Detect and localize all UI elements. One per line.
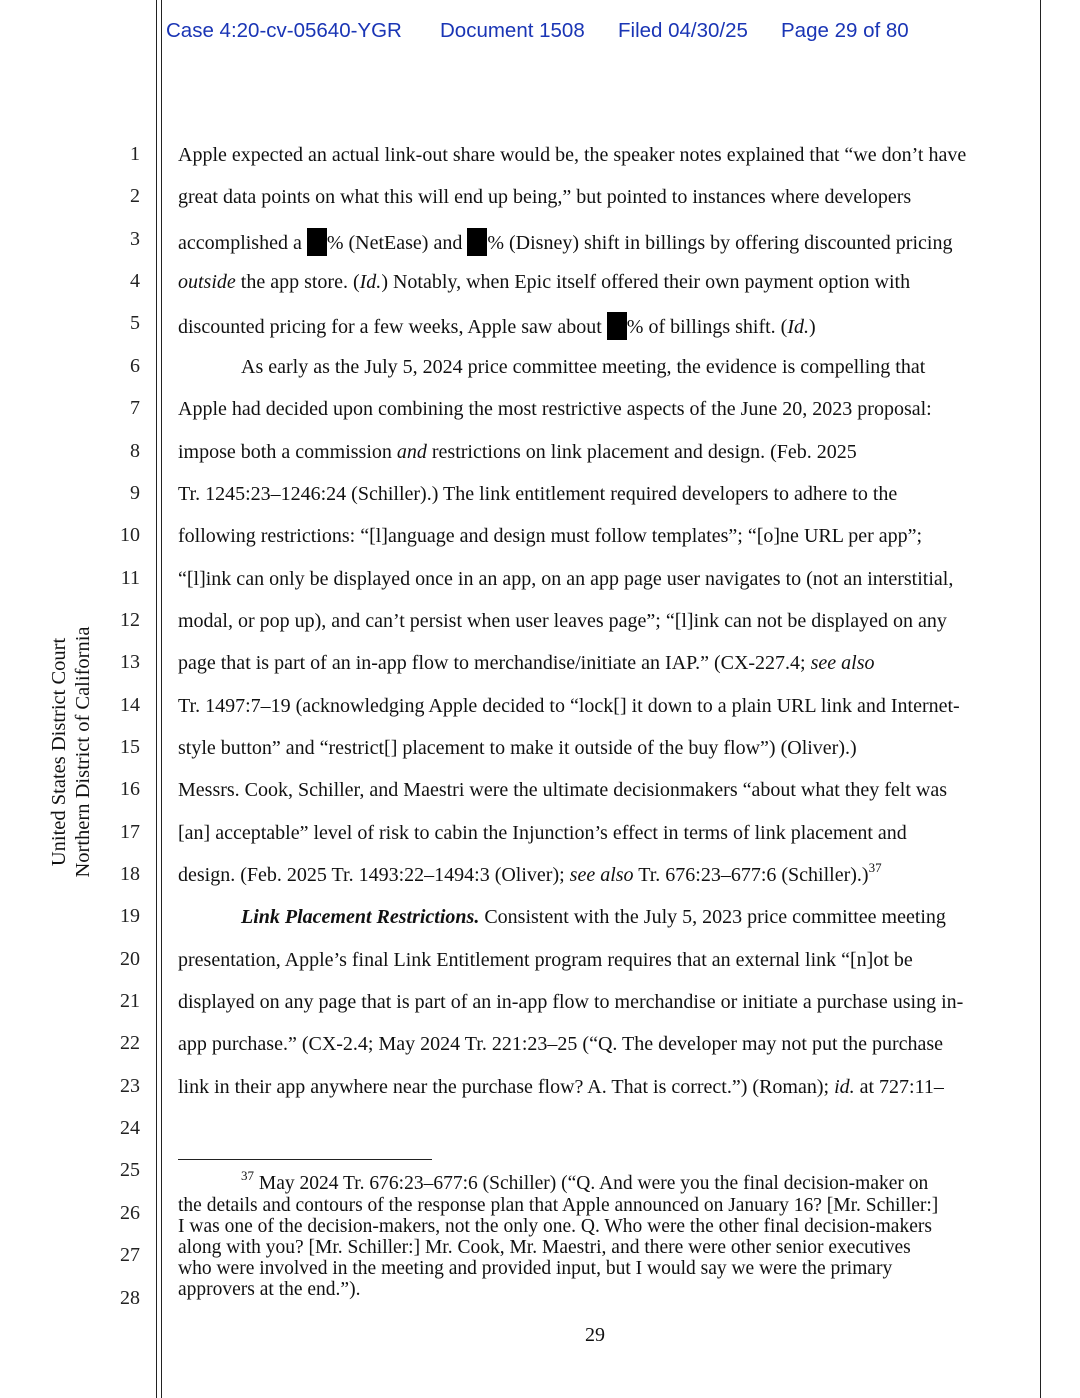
italic-text: outside bbox=[178, 271, 236, 293]
text-line bbox=[178, 860, 882, 887]
italic-text: Id. bbox=[787, 316, 809, 338]
page-indicator: Page 29 of 80 bbox=[781, 19, 909, 42]
text-segment: page that is part of an in-app flow to merchandise/initiate an IAP.” (CX-227.4; bbox=[178, 652, 811, 674]
footnote-reference: 37 bbox=[868, 860, 882, 875]
text-line: displayed on any page that is part of an in-app flow to merchandise or initiate a purchase using in- bbox=[178, 991, 964, 1013]
line-number: 27 bbox=[120, 1244, 140, 1266]
text-segment: discounted pricing for a few weeks, Apple saw about bbox=[178, 316, 607, 338]
text-line: Apple had decided upon combining the most restrictive aspects of the June 20, 2023 proposal: bbox=[178, 398, 932, 420]
line-number: 2 bbox=[130, 185, 140, 207]
footnote-separator bbox=[178, 1159, 432, 1160]
district-name: Northern District of California bbox=[72, 626, 94, 878]
text-line bbox=[178, 1075, 944, 1099]
footnote-line: the details and contours of the response plan that Apple announced on January 16? [Mr. Schiller:] bbox=[178, 1195, 939, 1216]
text-line: [an] acceptable” level of risk to cabin the Injunction’s effect in terms of link placement and bbox=[178, 822, 907, 844]
line-number: 22 bbox=[120, 1032, 140, 1054]
text-line: modal, or pop up), and can’t persist when user leaves page”; “[l]ink can not be displayed on any bbox=[178, 610, 947, 632]
line-number: 13 bbox=[120, 651, 140, 673]
text-line bbox=[178, 228, 952, 256]
case-number: Case 4:20-cv-05640-YGR bbox=[166, 19, 402, 42]
line-number: 7 bbox=[130, 397, 140, 419]
right-margin-rule bbox=[1040, 0, 1041, 1398]
text-line: app purchase.” (CX-2.4; May 2024 Tr. 221:23–25 (“Q. The developer may not put the purchase bbox=[178, 1033, 944, 1055]
text-segment: % of billings shift. ( bbox=[626, 316, 788, 338]
italic-text: Id. bbox=[359, 271, 382, 293]
text-line: style button” and “restrict[] placement to make it outside of the buy flow”) (Oliver).) bbox=[178, 737, 857, 759]
text-line: “[l]ink can only be displayed once in an app, on an app page user navigates to (not an interstitial, bbox=[178, 568, 954, 590]
section-heading: Link Placement Restrictions. bbox=[241, 906, 480, 928]
line-number: 15 bbox=[120, 736, 140, 758]
text-segment: ) Notably, when Epic itself offered their own payment option with bbox=[381, 271, 911, 293]
italic-text: see also bbox=[810, 652, 875, 674]
text-line: great data points on what this will end up being,” but pointed to instances where developers bbox=[178, 186, 912, 208]
text-line bbox=[178, 270, 910, 294]
footnote-line: who were involved in the meeting and provided input, but I would say we were the primary bbox=[178, 1258, 893, 1279]
line-number: 21 bbox=[120, 990, 140, 1012]
line-number: 20 bbox=[120, 948, 140, 970]
italic-text: see also bbox=[569, 864, 634, 886]
text-line bbox=[178, 312, 816, 340]
line-number: 18 bbox=[120, 863, 140, 885]
line-number: 1 bbox=[130, 143, 140, 165]
text-segment: Tr. 676:23–677:6 (Schiller).) bbox=[633, 864, 869, 886]
text-line: As early as the July 5, 2024 price committee meeting, the evidence is compelling that bbox=[241, 356, 926, 378]
text-segment: % (Disney) shift in billings by offering discounted pricing bbox=[487, 232, 953, 254]
text-segment: link in their app anywhere near the purchase flow? A. That is correct.”) (Roman); bbox=[178, 1076, 835, 1098]
line-number: 16 bbox=[120, 778, 140, 800]
text-segment: Consistent with the July 5, 2023 price committee meeting bbox=[479, 906, 946, 928]
text-segment: accomplished a bbox=[178, 232, 307, 254]
left-margin-rule bbox=[161, 0, 162, 1398]
line-number: 10 bbox=[120, 524, 140, 546]
footnote-marker: 37 bbox=[241, 1168, 254, 1183]
text-segment: at 727:11– bbox=[854, 1076, 944, 1098]
redaction-box bbox=[607, 312, 627, 340]
line-number: 6 bbox=[130, 355, 140, 377]
line-number: 17 bbox=[120, 821, 140, 843]
text-segment: restrictions on link placement and design. (Feb. 2025 bbox=[426, 441, 857, 463]
left-margin-rule bbox=[156, 0, 157, 1398]
line-number: 3 bbox=[130, 228, 140, 250]
text-line bbox=[178, 440, 857, 464]
line-number: 23 bbox=[120, 1075, 140, 1097]
footnote-line: along with you? [Mr. Schiller:] Mr. Cook, Mr. Maestri, and there were other senior executives bbox=[178, 1237, 911, 1258]
text-segment: % (NetEase) and bbox=[326, 232, 468, 254]
text-line bbox=[241, 905, 946, 929]
footnote-line bbox=[241, 1168, 929, 1194]
line-number: 9 bbox=[130, 482, 140, 504]
page-number: 29 bbox=[585, 1324, 605, 1346]
text-line: Tr. 1497:7–19 (acknowledging Apple decided to “lock[] it down to a plain URL link and Internet- bbox=[178, 695, 960, 717]
text-line: Apple expected an actual link-out share would be, the speaker notes explained that “we don’t have bbox=[178, 144, 967, 166]
line-number: 25 bbox=[120, 1159, 140, 1181]
footnote-line: approvers at the end.”). bbox=[178, 1279, 361, 1300]
text-segment: impose both a commission bbox=[178, 441, 397, 463]
line-number: 11 bbox=[120, 567, 140, 589]
text-line bbox=[178, 651, 875, 675]
redaction-box bbox=[307, 228, 327, 256]
line-number: 28 bbox=[120, 1287, 140, 1309]
text-line: Tr. 1245:23–1246:24 (Schiller).) The link entitlement required developers to adhere to the bbox=[178, 483, 898, 505]
line-number: 12 bbox=[120, 609, 140, 631]
text-segment: ) bbox=[809, 316, 816, 338]
line-number: 5 bbox=[130, 312, 140, 334]
text-segment: the app store. ( bbox=[235, 271, 360, 293]
line-number: 8 bbox=[130, 440, 140, 462]
line-number: 4 bbox=[130, 270, 140, 292]
filed-date: Filed 04/30/25 bbox=[618, 19, 748, 42]
text-line: presentation, Apple’s final Link Entitlement program requires that an external link “[n]ot be bbox=[178, 949, 913, 971]
footnote-line: I was one of the decision-makers, not the only one. Q. Who were the other final decision-makers bbox=[178, 1216, 932, 1237]
text-segment: design. (Feb. 2025 Tr. 1493:22–1494:3 (Oliver); bbox=[178, 864, 570, 886]
line-number: 26 bbox=[120, 1202, 140, 1224]
italic-text: id. bbox=[834, 1076, 855, 1098]
text-line: following restrictions: “[l]anguage and design must follow templates”; “[o]ne URL per app”; bbox=[178, 525, 923, 547]
redaction-box bbox=[467, 228, 487, 256]
text-segment: May 2024 Tr. 676:23–677:6 (Schiller) (“Q. And were you the final decision-maker on bbox=[254, 1173, 929, 1194]
line-number: 19 bbox=[120, 905, 140, 927]
line-number: 24 bbox=[120, 1117, 140, 1139]
text-line: Messrs. Cook, Schiller, and Maestri were the ultimate decisionmakers “about what they felt was bbox=[178, 779, 947, 801]
document-number: Document 1508 bbox=[440, 19, 585, 42]
italic-text: and bbox=[396, 441, 427, 463]
line-number: 14 bbox=[120, 694, 140, 716]
court-name: United States District Court bbox=[48, 637, 70, 867]
